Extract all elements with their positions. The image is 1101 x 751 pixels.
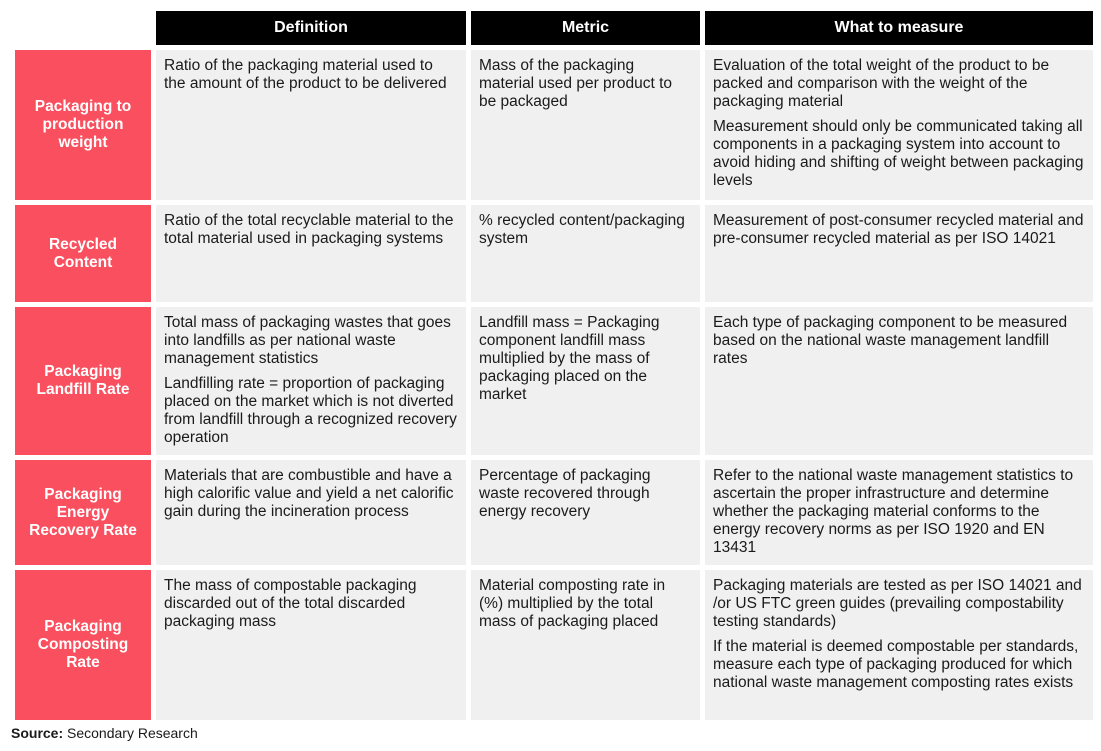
table-row [15, 307, 1093, 455]
header-what-to-measure: What to measure [705, 11, 1093, 45]
metric-text: Material composting rate in (%) multiplied by the total mass of packaging placed [479, 577, 666, 630]
table-row [15, 205, 1093, 302]
measure-text: Packaging materials are tested as per ISO 14021 and /or US FTC green guides (prevailing compostability testing standards) [713, 577, 1082, 630]
definition-text: Ratio of the total recyclable material to the total material used in packaging systems [164, 212, 454, 247]
header-definition: Definition [156, 11, 466, 45]
metric-text: Landfill mass = Packaging component landfill mass multiplied by the mass of packaging placed on the market [479, 314, 660, 403]
metric-cell [471, 50, 700, 200]
row-label: Packaging Energy Recovery Rate [15, 460, 151, 565]
row-label: Packaging to production weight [15, 50, 151, 200]
metric-text: Mass of the packaging material used per product to be packaged [479, 57, 672, 110]
metric-text: Percentage of packaging waste recovered through energy recovery [479, 467, 651, 520]
metric-cell [471, 460, 700, 565]
row-label: Recycled Content [15, 205, 151, 302]
measure-cell [705, 205, 1093, 302]
measure-text: If the material is deemed compostable per standards, measure each type of packaging produced for which national waste management composting rates exists [713, 638, 1079, 691]
definition-cell [156, 50, 466, 200]
definition-cell [156, 205, 466, 302]
measure-text: Each type of packaging component to be measured based on the national waste management landfill rates [713, 314, 1068, 367]
measure-text: Evaluation of the total weight of the product to be packed and comparison with the weight of the packaging material [713, 57, 1050, 110]
definition-text: Materials that are combustible and have a high calorific value and yield a net calorific gain during the incineration process [164, 467, 454, 520]
definition-text: Landfilling rate = proportion of packaging placed on the market which is not diverted from landfill through a recognized recovery operation [164, 375, 457, 446]
measure-text: Measurement of post-consumer recycled material and pre-consumer recycled material as per ISO 14021 [713, 212, 1084, 247]
definition-text: Ratio of the packaging material used to the amount of the product to be delivered [164, 57, 447, 92]
metric-text: % recycled content/packaging system [479, 212, 685, 247]
definition-text: Total mass of packaging wastes that goes into landfills as per national waste management statistics [164, 314, 451, 367]
row-label: Packaging Landfill Rate [15, 307, 151, 455]
definition-text: The mass of compostable packaging discarded out of the total discarded packaging mass [164, 577, 417, 630]
table-row [15, 50, 1093, 200]
measure-cell [705, 50, 1093, 200]
table-row [15, 460, 1093, 565]
source-label: Source: [11, 725, 64, 741]
measure-text: Measurement should only be communicated taking all components in a packaging system into account to avoid hiding and shifting of weight between packaging levels [713, 118, 1084, 189]
measure-cell [705, 307, 1093, 455]
definition-cell [156, 570, 466, 720]
packaging-metrics-table [10, 6, 1098, 725]
measure-text: Refer to the national waste management statistics to ascertain the proper infrastructure and determine whether the packaging material conforms to the energy recovery norms as per ISO 1920 and EN 13431 [713, 467, 1074, 556]
row-label: Packaging Composting Rate [15, 570, 151, 720]
source-text: Secondary Research [67, 725, 198, 741]
metric-cell [471, 570, 700, 720]
metric-cell [471, 307, 700, 455]
header-corner [15, 11, 151, 45]
source-note [11, 725, 198, 741]
table-row [15, 570, 1093, 720]
measure-cell [705, 460, 1093, 565]
header-row [15, 11, 1093, 45]
measure-cell [705, 570, 1093, 720]
metric-cell [471, 205, 700, 302]
header-metric: Metric [471, 11, 700, 45]
definition-cell [156, 307, 466, 455]
definition-cell [156, 460, 466, 565]
